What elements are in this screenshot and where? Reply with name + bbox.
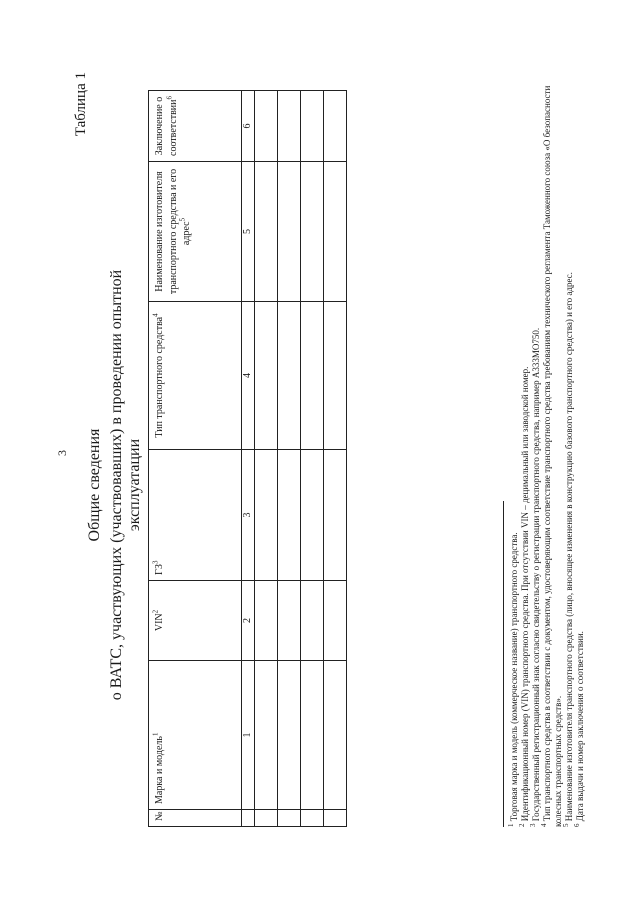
- header-cell-manufacturer: [149, 162, 242, 302]
- footnote-number: 3: [529, 823, 537, 827]
- footnote-text: Государственный регистрационный знак согласно свидетельству о регистрации транспортного средства, например А333МО750.: [531, 327, 541, 822]
- footnote-number: 4: [540, 823, 548, 827]
- footnote-divider: [503, 501, 504, 827]
- footnote-ref: 3: [151, 560, 160, 564]
- table-cell[interactable]: [278, 302, 301, 450]
- footnote-ref: 5: [178, 217, 187, 222]
- table-cell[interactable]: [301, 450, 324, 581]
- header-cell-conclusion: [149, 91, 242, 162]
- header-cell-mark-model: [149, 661, 242, 810]
- table-cell[interactable]: [301, 302, 324, 450]
- footnote-number: 1: [507, 823, 515, 827]
- table-cell[interactable]: [255, 450, 278, 581]
- table-row: [278, 91, 301, 827]
- column-number: 1: [242, 661, 255, 810]
- footnote-ref: 2: [151, 609, 160, 614]
- footnote: [531, 67, 542, 827]
- header-cell-vehicle-type: [149, 302, 242, 450]
- column-number: 2: [242, 581, 255, 661]
- table-cell[interactable]: [324, 661, 347, 810]
- table-cell[interactable]: [255, 810, 278, 827]
- table-cell[interactable]: [301, 162, 324, 302]
- table-cell[interactable]: [278, 450, 301, 581]
- page-subtitle: о ВАТС, участвующих (участвовавших) в проведении опытной эксплуатации: [108, 269, 143, 701]
- footnote-ref: 4: [151, 313, 160, 317]
- footnote-text: Идентификационный номер (VIN) транспортного средства. При отсутствии VIN – децимальный или заводской номер.: [520, 366, 530, 822]
- table-header-row: [149, 91, 242, 827]
- column-number-row: [242, 91, 255, 827]
- footnote-ref: 6: [165, 95, 174, 100]
- page-number: 3: [55, 450, 69, 456]
- table-cell[interactable]: [324, 162, 347, 302]
- table-cell[interactable]: [278, 162, 301, 302]
- footnote-text: Наименование изготовителя транспортного средства (лицо, вносящее изменения в конструкцию базового транспортного средства) и его адрес.: [564, 272, 574, 822]
- table-row: [255, 91, 278, 827]
- table-cell[interactable]: [301, 581, 324, 661]
- footnote: [575, 67, 586, 827]
- table-row: [301, 91, 324, 827]
- table-cell[interactable]: [255, 581, 278, 661]
- table-label: Таблица 1: [73, 72, 89, 137]
- table-cell[interactable]: [255, 302, 278, 450]
- footnote-ref: 1: [151, 732, 160, 737]
- footnote: [520, 67, 531, 827]
- header-mark-model-label: Марка и модель: [154, 736, 165, 804]
- footnote: [542, 67, 564, 827]
- header-number-label: №: [154, 811, 165, 821]
- footnote-number: 6: [573, 823, 581, 827]
- table-cell[interactable]: [301, 810, 324, 827]
- header-cell-vin: [149, 581, 242, 661]
- table-cell[interactable]: [278, 581, 301, 661]
- table-cell[interactable]: [301, 661, 324, 810]
- column-number: [242, 810, 255, 827]
- header-gz-label: ГЗ: [154, 563, 165, 575]
- table-cell[interactable]: [324, 581, 347, 661]
- header-vin-label: VIN: [154, 613, 165, 632]
- footnote-number: 5: [562, 823, 570, 827]
- header-conclusion-label: Заключение о соответствии: [154, 96, 179, 156]
- table-row: [324, 91, 347, 827]
- column-number: 4: [242, 302, 255, 450]
- table-cell[interactable]: [301, 91, 324, 162]
- footnote-text: Тип транспортного средства в соответствии с документом, удостоверяющим соответствие транспортного средства требованиям технического регламента Таможенного союза «О безопасности колесных транспортных средств».: [542, 85, 563, 827]
- table-cell[interactable]: [255, 91, 278, 162]
- footnotes: [509, 67, 586, 827]
- page-title: Общие сведения: [86, 428, 103, 542]
- vats-table: [148, 90, 347, 827]
- column-number: 6: [242, 91, 255, 162]
- table-cell[interactable]: [324, 810, 347, 827]
- header-manufacturer-label: Наименование изготовителя транспортного средства и его адрес: [154, 168, 192, 295]
- footnote-number: 2: [518, 823, 526, 827]
- column-number: 3: [242, 450, 255, 581]
- footnote: [564, 67, 575, 827]
- table-cell[interactable]: [324, 302, 347, 450]
- table-cell[interactable]: [278, 810, 301, 827]
- table-cell[interactable]: [278, 661, 301, 810]
- table-cell[interactable]: [255, 661, 278, 810]
- column-number: 5: [242, 162, 255, 302]
- table-cell[interactable]: [278, 91, 301, 162]
- footnote: [509, 67, 520, 827]
- header-vehicle-type-label: Тип транспортного средства: [154, 316, 165, 438]
- table-cell[interactable]: [255, 162, 278, 302]
- footnote-text: Торговая марка и модель (коммерческое название) транспортного средства.: [509, 532, 519, 822]
- header-cell-gz: [149, 450, 242, 581]
- table-cell[interactable]: [324, 450, 347, 581]
- header-cell-number: [149, 810, 242, 827]
- footnote-text: Дата выдачи и номер заключения о соответствии.: [575, 631, 585, 822]
- table-cell[interactable]: [324, 91, 347, 162]
